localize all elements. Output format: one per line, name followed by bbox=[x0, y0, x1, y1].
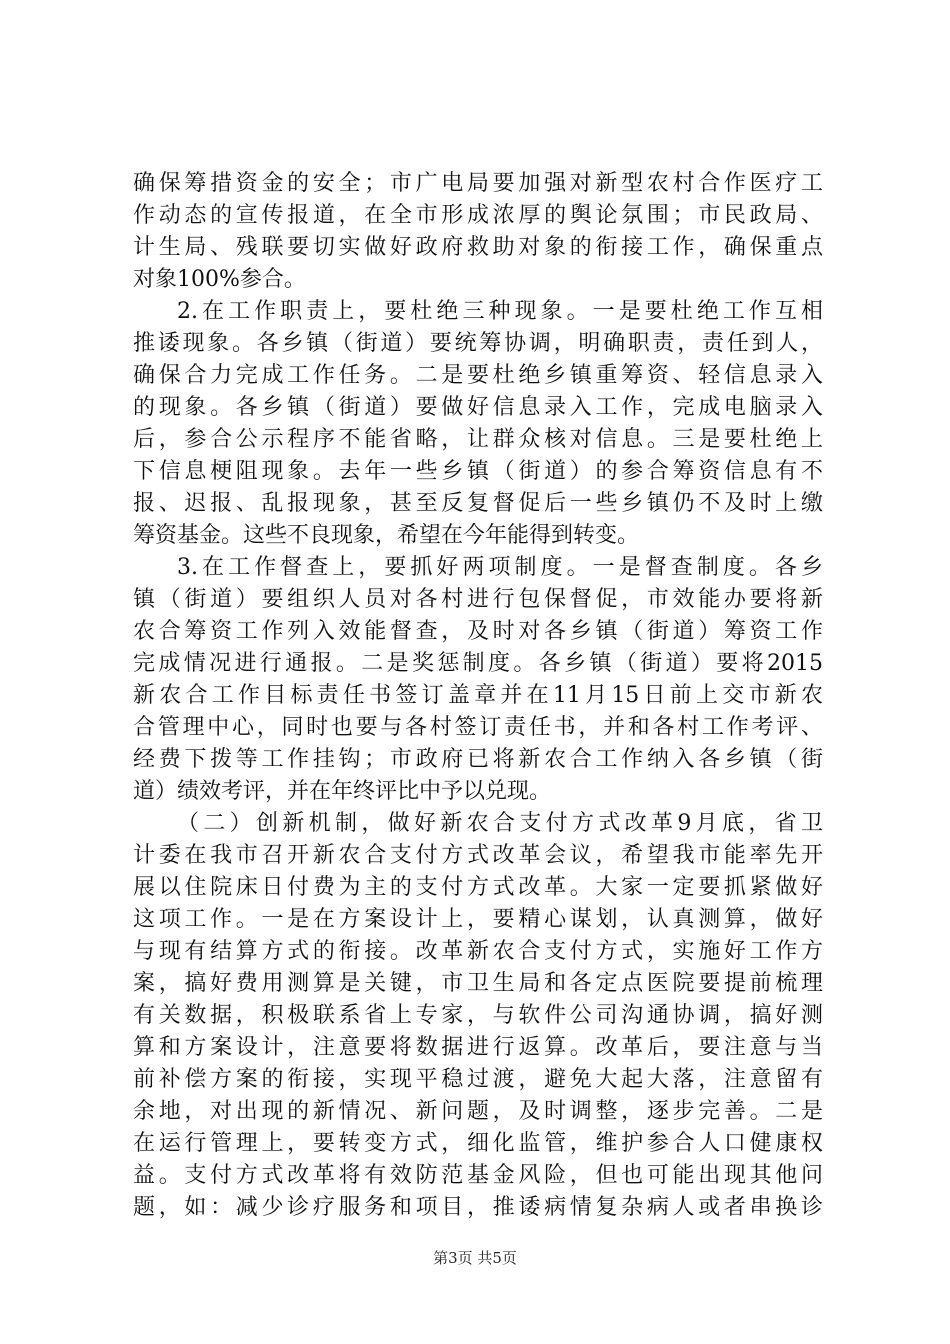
text-line: 镇（街道）要组织人员对各村进行包保督促，市效能办要将新 bbox=[133, 587, 823, 612]
text-line: 后，参合公示程序不能省略，让群众核对信息。三是要杜绝上 bbox=[133, 427, 823, 452]
text-line: 的现象。各乡镇（街道）要做好信息录入工作，完成电脑录入 bbox=[133, 395, 823, 420]
text-line: 前补偿方案的衔接，实现平稳过渡，避免大起大落，注意留有 bbox=[133, 1067, 823, 1092]
text-line: 道）绩效考评，并在年终评比中予以兑现。 bbox=[133, 779, 552, 804]
text-line: 3.在工作督查上，要抓好两项制度。一是督查制度。各乡 bbox=[177, 555, 823, 580]
text-line: 农合筹资工作列入效能督查，及时对各乡镇（街道）筹资工作 bbox=[133, 619, 823, 644]
text-line: 经费下拨等工作挂钩；市政府已将新农合工作纳入各乡镇（街 bbox=[133, 747, 823, 772]
text-line: 新农合工作目标责任书签订盖章并在11月15日前上交市新农 bbox=[133, 683, 823, 708]
text-line: 下信息梗阻现象。去年一些乡镇（街道）的参合筹资信息有不 bbox=[133, 459, 823, 484]
text-line: 余地，对出现的新情况、新问题，及时调整，逐步完善。二是 bbox=[133, 1099, 823, 1124]
text-line: 2.在工作职责上，要杜绝三种现象。一是要杜绝工作互相 bbox=[177, 299, 823, 324]
text-line: 在运行管理上，要转变方式，细化监管，维护参合人口健康权 bbox=[133, 1131, 823, 1156]
text-line: 题，如：减少诊疗服务和项目，推诿病情复杂病人或者串换诊 bbox=[133, 1195, 823, 1220]
text-line: 这项工作。一是在方案设计上，要精心谋划，认真测算，做好 bbox=[133, 907, 823, 932]
text-line: 计委在我市召开新农合支付方式改革会议，希望我市能率先开 bbox=[133, 843, 823, 868]
text-line: 益。支付方式改革将有效防范基金风险，但也可能出现其他问 bbox=[133, 1163, 823, 1188]
text-line: 筹资基金。这些不良现象，希望在今年能得到转变。 bbox=[133, 523, 640, 548]
text-line: 完成情况进行通报。二是奖惩制度。各乡镇（街道）要将2015 bbox=[133, 651, 823, 676]
text-line: 案，搞好费用测算是关键，市卫生局和各定点医院要提前梳理 bbox=[133, 971, 823, 996]
text-line: 报、迟报、乱报现象，甚至反复督促后一些乡镇仍不及时上缴 bbox=[133, 491, 823, 516]
text-line: 算和方案设计，注意要将数据进行返算。改革后，要注意与当 bbox=[133, 1035, 823, 1060]
text-line: 确保合力完成工作任务。二是要杜绝乡镇重筹资、轻信息录入 bbox=[133, 363, 823, 388]
text-line: 推诿现象。各乡镇（街道）要统筹协调，明确职责，责任到人， bbox=[133, 331, 823, 356]
text-line: 展以住院床日付费为主的支付方式改革。大家一定要抓紧做好 bbox=[133, 875, 823, 900]
text-line: 有关数据，积极联系省上专家，与软件公司沟通协调，搞好测 bbox=[133, 1003, 823, 1028]
page-footer: 第3页 共5页 bbox=[433, 1249, 517, 1267]
text-line: 作动态的宣传报道，在全市形成浓厚的舆论氛围；市民政局、 bbox=[133, 203, 823, 228]
text-line: 计生局、残联要切实做好政府救助对象的衔接工作，确保重点 bbox=[133, 235, 823, 260]
text-line: 确保筹措资金的安全；市广电局要加强对新型农村合作医疗工 bbox=[133, 171, 823, 196]
text-line: 与现有结算方式的衔接。改革新农合支付方式，实施好工作方 bbox=[133, 939, 823, 964]
body-text bbox=[133, 168, 823, 1224]
text-line: 对象100%参合。 bbox=[133, 267, 306, 292]
text-line: （二）创新机制，做好新农合支付方式改革9月底，省卫 bbox=[177, 811, 823, 836]
text-line: 合管理中心，同时也要与各村签订责任书，并和各村工作考评、 bbox=[133, 715, 823, 740]
